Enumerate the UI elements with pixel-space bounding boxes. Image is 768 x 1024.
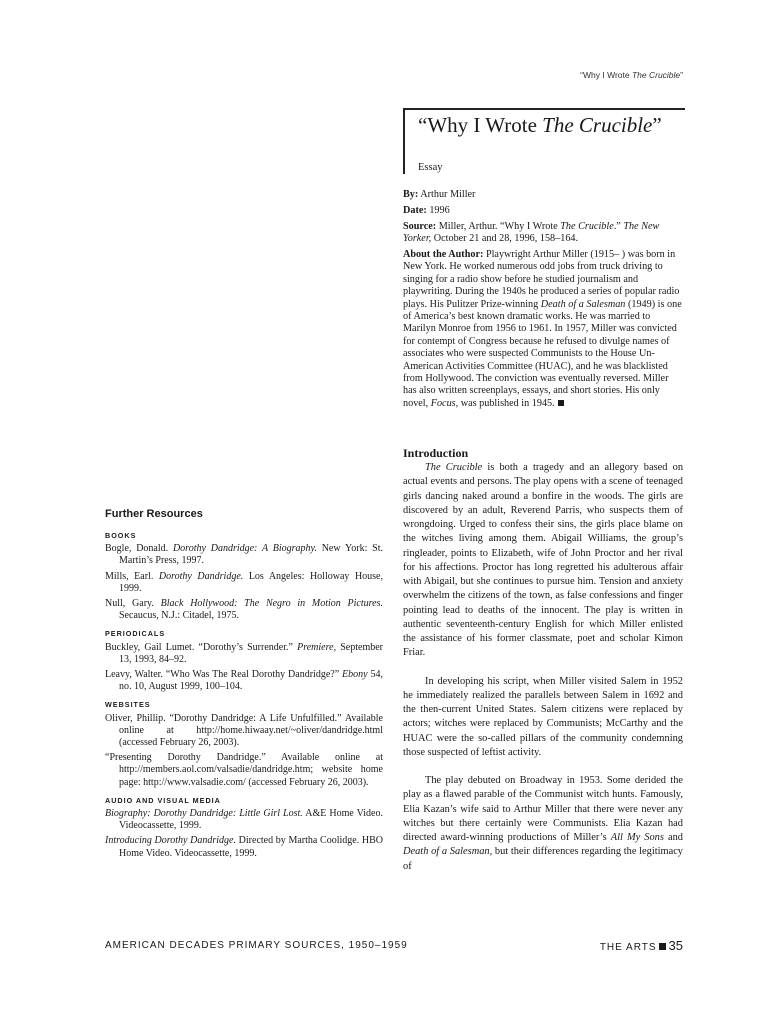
list-item: Bogle, Donald. Dorothy Dandridge: A Biography. New York: St. Martin’s Press, 1997. [105, 543, 384, 567]
category-label-periodicals: PERIODICALS [105, 629, 166, 639]
list-item: Oliver, Phillip. “Dorothy Dandridge: A Life Unfulfilled.” Available online at http://home.hiwaay.net/~oliver/dandridge.html (accessed February 26, 2003). [105, 712, 383, 749]
category-label-books: BOOKS [105, 531, 137, 540]
meta-date: Date: 1996 [403, 205, 450, 216]
category-label-websites: WEBSITES [105, 700, 151, 710]
about-the-author: About the Author: Playwright Arthur Miller (1915– ) was born in New York. He worked numerous odd jobs from truck driving to singing for a radio show before he studied journalism and playwriting. During the 1940s he produced a series of popular radio plays. His Pulitzer Prize-winning Death of a Salesman (1949) is one of America’s best known dramatic works. He was married to Marilyn Monroe from 1956 to 1961. In 1957, Miller was convicted for contempt of Congress because he refused to divulge names of associates who were suspected Communists to the House Un-American Activities Committee (HUAC), and he was blacklisted from Hollywood. The conviction was eventually reversed. Miller has also written screenplays, essays, and short stories. His only novel, Focus, was published in 1945. [403, 249, 682, 409]
list-item: Introducing Dorothy Dandridge. Directed by Martha Coolidge. HBO Home Video. Videocassette, 1999. [105, 835, 383, 859]
introduction-heading: Introduction [403, 446, 469, 460]
page-title: “Why I Wrote The Crucible” [418, 113, 662, 137]
further-resources-heading: Further Resources [105, 508, 203, 520]
paragraph: In developing his script, when Miller visited Salem in 1952 he immediately realized the parallels between Salem in 1692 and the then-current United States. Salem citizens were replaced by actors; witches were replaced by Communists; McCarthy and the HUAC were the so-called pillars of the community condemning those suspected of leftist activity. [403, 675, 683, 758]
meta-author: By: Arthur Miller [403, 189, 476, 200]
square-bullet-icon [659, 943, 666, 950]
introduction-body [403, 461, 683, 874]
list-item: Null, Gary. Black Hollywood: The Negro in Motion Pictures. Secaucus, N.J.: Citadel, 1975. [105, 598, 383, 622]
category-label-audio-visual: AUDIO AND VISUAL MEDIA [105, 795, 221, 805]
list-item: Biography: Dorothy Dandridge: Little Girl Lost. A&E Home Video. Videocassette, 1999. [105, 808, 383, 832]
further-resources-list [105, 524, 383, 863]
running-head: “Why I Wrote The Crucible” [580, 70, 683, 80]
end-mark-icon [558, 400, 564, 406]
list-item: “Presenting Dorothy Dandridge.” Available online at http://members.aol.com/valsadie/dandridge.htm; website home page: http://www.valsadie.com/ (accessed February 26, 2003). [105, 752, 383, 788]
page-number: 35 [668, 938, 683, 953]
paragraph: The play debuted on Broadway in 1953. Some derided the play as a flawed parable of the Communist witch hunts. Famously, Elia Kazan’s wife said to Arthur Miller that there were never any witches but there certainly were Communists. Elia Kazan had directed award-winning productions of Miller’s All My Sons and Death of a Salesman, but their differences regarding the legitimacy of [403, 775, 683, 872]
footer-section: THE ARTS [599, 942, 657, 953]
list-item: Buckley, Gail Lumet. “Dorothy’s Surrender.” Premiere, September 13, 1993, 84–92. [105, 641, 384, 665]
meta-source: Source: Miller, Arthur. “Why I Wrote The Crucible.” The New Yorker, October 21 and 28, 1996, 158–164. [403, 221, 660, 245]
footer-page [600, 938, 683, 953]
footer-book-title: AMERICAN DECADES PRIMARY SOURCES, 1950–1959 [105, 940, 408, 951]
list-item: Mills, Earl. Dorothy Dandridge. Los Angeles: Holloway House, 1999. [105, 570, 383, 594]
document-type: Essay [418, 162, 443, 173]
list-item: Leavy, Walter. “Who Was The Real Dorothy Dandridge?” Ebony 54, no. 10, August 1999, 100–104. [105, 669, 384, 693]
paragraph: The Crucible is both a tragedy and an allegory based on actual events and persons. The play opens with a scene of teenaged girls dancing naked around a bonfire in the woods. The girls are discovered by an adult, Reverend Parris, who suspects them of wrongdoing. Urged to confess their sins, the girls place blame on the witches living among them. Abigail Williams, the group’s ringleader, points to Elizabeth, wife of John Proctor and her rival for his affections. Proctor has long regretted his adulterous affair with Abigail, but she continues to pursue him. Tension and anxiety overwhelm the citizens of the town, as false confessions and finger pointing lead to deaths of the innocent. The play is written in authentic seventeenth-century English for which Miller enlisted the assistance of his former classmate, poet and scholar Kimon Friar. [403, 462, 684, 659]
